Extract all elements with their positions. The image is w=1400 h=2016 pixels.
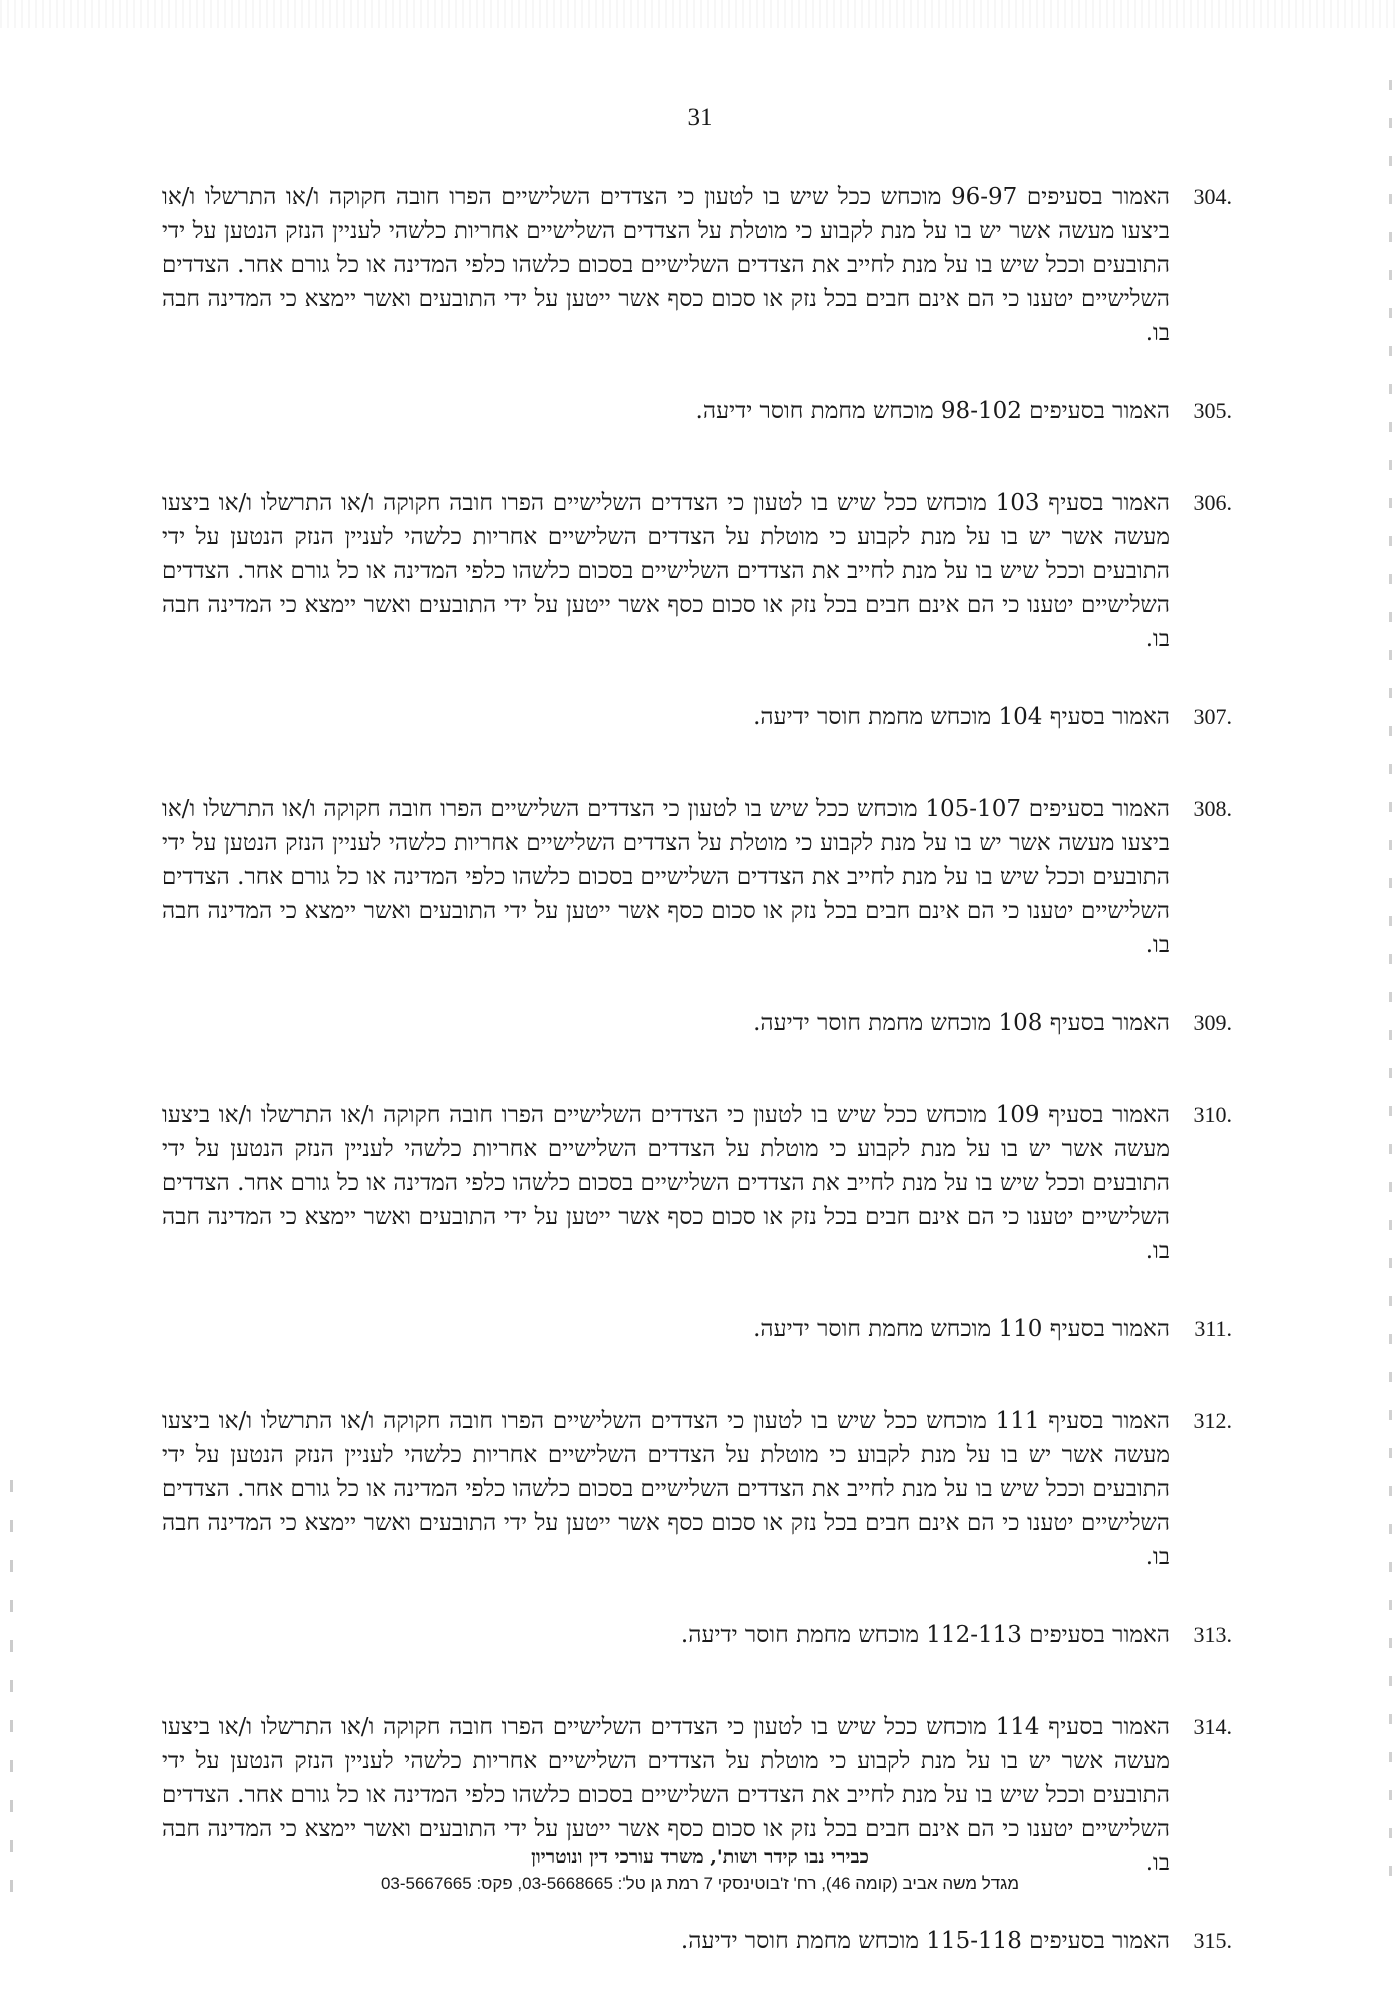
paragraph-number: .315 [1193, 1928, 1232, 1953]
paragraph-text: האמור בסעיפים 105-107 מוכחש ככל שיש בו לטעון כי הצדדים השלישיים הפרו חובה חקוקה ו/או התרשלו ו/או ביצעו מעשה אשר יש בו על מנת לקבוע כי מוטלת על הצדדים השלישיים אחריות כלשהי לעניין הנזק הנטען על ידי התובעים וככל שיש בו על מנת לחייב את הצדדים השלישיים בסכום כלשהו כלפי המדינה או כל גורם אחר. הצדדים השלישיים יטענו כי הם אינם חבים בכל נזק או סכום כסף אשר ייטען על ידי התובעים ואשר יימצא כי המדינה חבה בו. [162, 796, 1170, 958]
paragraph-number: .311 [1194, 1316, 1232, 1341]
paragraph-text: האמור בסעיף 110 מוכחש מחמת חוסר ידיעה. [753, 1316, 1170, 1342]
paragraph-311 [162, 1312, 1232, 1346]
paragraph-text: האמור בסעיף 114 מוכחש ככל שיש בו לטעון כי הצדדים השלישיים הפרו חובה חקוקה ו/או התרשלו ו/או ביצעו מעשה אשר יש בו על מנת לקבוע כי מוטלת על הצדדים השלישיים אחריות כלשהי לעניין הנזק הנטען על ידי התובעים וככל שיש בו על מנת לחייב את הצדדים השלישיים בסכום כלשהו כלפי המדינה או כל גורם אחר. הצדדים השלישיים יטענו כי הם אינם חבים בכל נזק או סכום כסף אשר ייטען על ידי התובעים ואשר יימצא כי המדינה חבה בו. [162, 1714, 1170, 1876]
paragraph-305 [162, 394, 1232, 428]
paragraph-308 [162, 792, 1232, 962]
paragraph-310 [162, 1098, 1232, 1268]
firm-name: כבירי נבו קידר ושות', משרד עורכי דין ונוטריון [531, 1846, 869, 1868]
document-body [162, 180, 1232, 2016]
paragraph-number: .312 [1193, 1408, 1232, 1433]
paragraph-number: .305 [1193, 398, 1232, 423]
paragraph-number: .314 [1193, 1714, 1232, 1739]
firm-address: מגדל משה אביב (קומה 46), רח' ז'בוטינסקי 7 רמת גן טל': 03-5668665, פקס: 03-5667665 [380, 1874, 1020, 1893]
paragraph-306 [162, 486, 1232, 656]
paragraph-text: האמור בסעיף 104 מוכחש מחמת חוסר ידיעה. [753, 704, 1170, 730]
paragraph-number: .309 [1193, 1010, 1232, 1035]
paragraph-number: .313 [1193, 1622, 1232, 1647]
paragraph-number: .306 [1193, 490, 1232, 515]
scan-artifact-top [0, 0, 1400, 28]
paragraph-text: האמור בסעיף 109 מוכחש ככל שיש בו לטעון כי הצדדים השלישיים הפרו חובה חקוקה ו/או התרשלו ו/או ביצעו מעשה אשר יש בו על מנת לקבוע כי מוטלת על הצדדים השלישיים אחריות כלשהי לעניין הנזק הנטען על ידי התובעים וככל שיש בו על מנת לחייב את הצדדים השלישיים בסכום כלשהו כלפי המדינה או כל גורם אחר. הצדדים השלישיים יטענו כי הם אינם חבים בכל נזק או סכום כסף אשר ייטען על ידי התובעים ואשר יימצא כי המדינה חבה בו. [162, 1102, 1170, 1264]
paragraph-313 [162, 1618, 1232, 1652]
paragraph-number: .310 [1193, 1102, 1232, 1127]
paragraph-text: האמור בסעיפים 98-102 מוכחש מחמת חוסר ידיעה. [695, 398, 1170, 424]
paragraph-text: האמור בסעיפים 115-118 מוכחש מחמת חוסר ידיעה. [680, 1928, 1170, 1954]
paragraph-text: האמור בסעיף 108 מוכחש מחמת חוסר ידיעה. [753, 1010, 1170, 1036]
paragraph-304 [162, 180, 1232, 350]
paragraph-307 [162, 700, 1232, 734]
paragraph-315 [162, 1924, 1232, 1958]
paragraph-text: האמור בסעיף 103 מוכחש ככל שיש בו לטעון כי הצדדים השלישיים הפרו חובה חקוקה ו/או התרשלו ו/או ביצעו מעשה אשר יש בו על מנת לקבוע כי מוטלת על הצדדים השלישיים אחריות כלשהי לעניין הנזק הנטען על ידי התובעים וככל שיש בו על מנת לחייב את הצדדים השלישיים בסכום כלשהו כלפי המדינה או כל גורם אחר. הצדדים השלישיים יטענו כי הם אינם חבים בכל נזק או סכום כסף אשר ייטען על ידי התובעים ואשר יימצא כי המדינה חבה בו. [162, 490, 1170, 652]
scan-artifact-right [1389, 80, 1392, 1880]
paragraph-text: האמור בסעיפים 112-113 מוכחש מחמת חוסר ידיעה. [680, 1622, 1170, 1648]
paragraph-number: .308 [1193, 796, 1232, 821]
paragraph-text: האמור בסעיף 111 מוכחש ככל שיש בו לטעון כי הצדדים השלישיים הפרו חובה חקוקה ו/או התרשלו ו/או ביצעו מעשה אשר יש בו על מנת לקבוע כי מוטלת על הצדדים השלישיים אחריות כלשהי לעניין הנזק הנטען על ידי התובעים וככל שיש בו על מנת לחייב את הצדדים השלישיים בסכום כלשהו כלפי המדינה או כל גורם אחר. הצדדים השלישיים יטענו כי הם אינם חבים בכל נזק או סכום כסף אשר ייטען על ידי התובעים ואשר יימצא כי המדינה חבה בו. [162, 1408, 1170, 1570]
paragraph-number: .304 [1193, 184, 1232, 209]
scan-artifact-left [10, 1480, 13, 1920]
paragraph-309 [162, 1006, 1232, 1040]
paragraph-text: האמור בסעיפים 96-97 מוכחש ככל שיש בו לטעון כי הצדדים השלישיים הפרו חובה חקוקה ו/או התרשלו ו/או ביצעו מעשה אשר יש בו על מנת לקבוע כי מוטלת על הצדדים השלישיים אחריות כלשהי לעניין הנזק הנטען על ידי התובעים וככל שיש בו על מנת לחייב את הצדדים השלישיים בסכום כלשהו כלפי המדינה או כל גורם אחר. הצדדים השלישיים יטענו כי הם אינם חבים בכל נזק או סכום כסף אשר ייטען על ידי התובעים ואשר יימצא כי המדינה חבה בו. [162, 184, 1170, 346]
letterhead-footer [300, 1843, 1100, 1897]
page-number: 31 [687, 104, 713, 131]
paragraph-number: .307 [1193, 704, 1232, 729]
paragraph-312 [162, 1404, 1232, 1574]
